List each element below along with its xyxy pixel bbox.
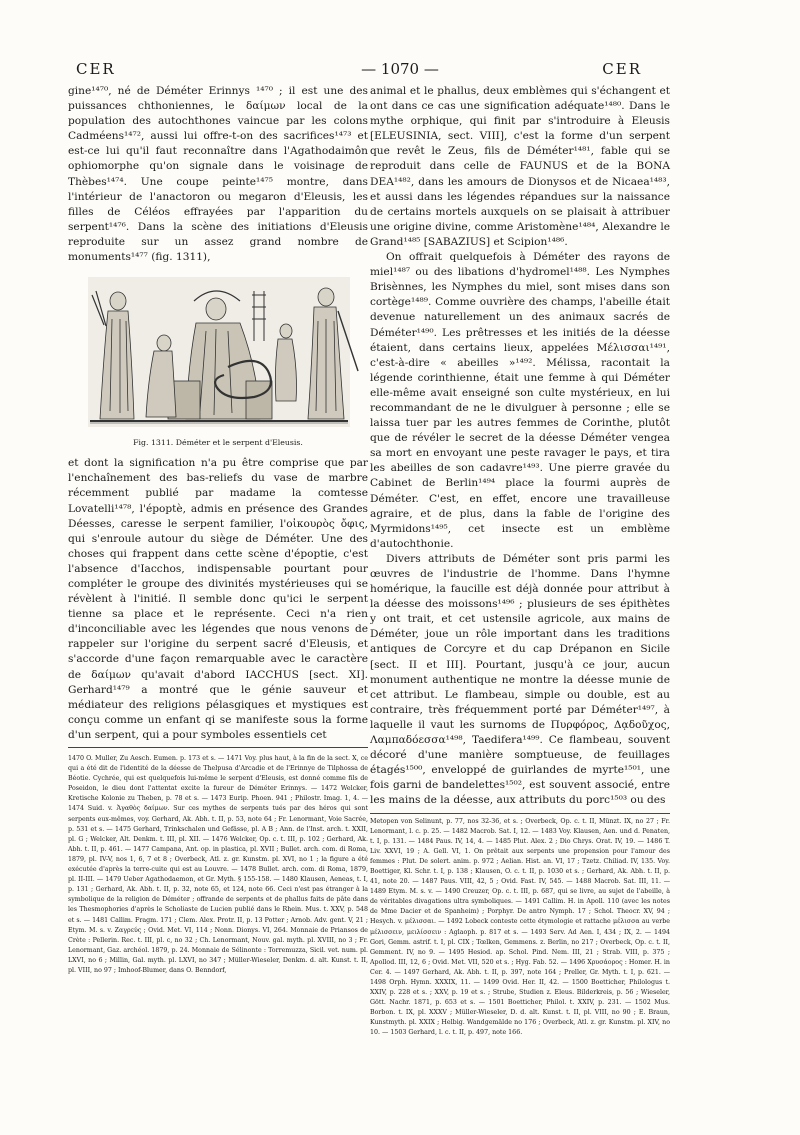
left-paragraph-2: et dont la signification n'a pu être comprise que par l'enchaînement des bas-reliefs du vase de marbre récemment publié par madame la comtesse Lovatelli¹⁴⁷⁸, l'époptè, admis en présence des Grandes Déesses, caresse le serpent familier, l'οἰκουρὸς ὄφις, qui s'enroule autour du siège de Déméter. Une des choses qui frappent dans cette scène d'époptie, c'est l'absence d'Iacchos, indispensable pourtant pour compléter le groupe des divinités mystérieuses qui se révèlent à l'initié. Il semble donc qu'ici le serpent tienne sa place et le représente. Ceci n'a rien d'inconciliable avec les légendes que nous venons de rappeler sur l'origine du serpent sacré d'Eleusis, et s'accorde d'une façon remarquable avec le caractère de δαίμων qu'avait d'abord IACCHUS [sect. XI]. Gerhard¹⁴⁷⁹ a montré que le génie sauveur et médiateur des religions pélasgiques et mystiques est conçu comme un enfant qi se manifeste sous la forme d'un serpent, qui a pour symboles essentiels cet	[68, 457, 368, 741]
footnote-divider	[370, 813, 670, 814]
left-paragraph-1: gine¹⁴⁷⁰, né de Déméter Erinnys ¹⁴⁷⁰ ; il est une des puissances chthoniennes, le δαίμων local de la population des autochthones vaincue par les colons Cadméens¹⁴⁷², aussi lui offre-t-on des sacrifices¹⁴⁷³ et est-ce lui qu'il faut reconnaître dans l'Agathodaimôn ophiomorphe qu'on signale dans le voisinage de Thèbes¹⁴⁷⁴. Une coupe peinte¹⁴⁷⁵ montre, dans l'intérieur de l'anactoron ou megaron d'Eleusis, les filles de Céléos effrayées par l'apparition du serpent¹⁴⁷⁶. Dans la scène des initiations d'Eleusis reproduite sur un assez grand nombre de monuments¹⁴⁷⁷ (fig. 1311),	[68, 85, 368, 264]
demeter-serpent-relief-illustration	[68, 271, 368, 431]
left-footnotes-text: 1470 O. Muller, Zu Aesch. Eumen. p. 173 et s. — 1471 Voy. plus haut, à la fin de la sect. X, ce qui a été dit de l'identité de la déesse de Thelpusa d'Arcadie et de l'Erinnye de Tilphossa de Béotie. Cychrée, qui est quelquefois lui-même le serpent d'Eleusis, est donné comme fils de Poseidon, le dieu dont l'attentat excite la fureur de Déméter Erinnys. — 1472 Welcker, Kretische Kolonie zu Theben, p. 78 et s. — 1473 Eurip. Phoen. 941 ; Philostr. Imag. 1, 4. — 1474 Suid. v. Ἀγαθὸς δαίμων. Sur ces mythes de serpents tués par des héros qui sont serpents eux-mêmes, voy. Gerhard, Ak. Abh. t. II, p. 53, note 64 ; Fr. Lenormant, Voie Sacrée, p. 531 et s. — 1475 Gerhard, Trinkschalen und Gefässe, pl. A B ; Ann. de l'Inst. arch. t. XXII, pl. G ; Welcker, Alt. Denkm. t. III, pl. XII. — 1476 Welcker, Op. c. t. III, p. 102 ; Gerhard, Ak. Abh. t. II, p. 461. — 1477 Campana, Ant. op. in plastica, pl. XVII ; Bullet. arch. com. di Roma, 1879, pl. IV-V, nos 1, 6, 7 et 8 ; Overbeck, Atl. z. gr. Kunstm. pl. XVI, no 1 ; la figure a été exécutée d'après la terre-cuite qui est au Louvre. — 1478 Bullet. arch. com. di Roma, 1879, pl. II-III. — 1479 Ueber Agathodaemon, et Gr. Myth. § 155-158. — 1480 Klausen, Aeneas, t. I, p. 131 ; Gerhard, Ak. Abh. t. II, p. 32, note 65, et 124, note 66. Ceci n'est pas étranger à la symbolique de la religion de Déméter ; offrande de serpents et de phallus faits de pâte dans les Thesmophories d'après le Scholiaste de Lucien publié dans le Rhein. Mus. t. XXV, p. 548 et s. — 1481 Callim. Fragm. 171 ; Clem. Alex. Protr. II, p. 13 Potter ; Arnob. Adv. gent. V, 21 ; Etym. M. s. v. Ζαγρεύς ; Ovid. Met. VI, 114 ; Nonn. Dionys. VI, 264. Monnaie de Priansos de Crète : Pellerin. Rec. t. III, pl. c, no 32 ; Ch. Lenormant, Nouv. gal. myth. pl. XVIII, no 3 ; Fr. Lenormant, Gaz. archéol. 1879, p. 24. Monnaie de Sélinonte : Torremuzza, Sicil. vet. num. pl. LXVI, no 6 ; Millin, Gal. myth. pl. LXVI, no 347 ; Müller-Wieseler, Denkm. d. alt. Kunst. t. II, pl. VIII, no 97 ; Imhoof-Blumer, dans O. Benndorf,	[68, 755, 368, 974]
running-head-right: CER	[602, 60, 642, 78]
right-paragraph-1: animal et le phallus, deux emblèmes qui s'échangent et ont dans ce cas une signification adéquate¹⁴⁸⁰. Dans le mythe orphique, qui finit par s'introduire à Eleusis [ELEUSINIA, sect. VIII], c'est la forme d'un serpent que revêt le Zeus, fils de Déméter¹⁴⁸¹, fable qui se reproduit dans celle de FAUNUS et de la BONA DEA¹⁴⁸², dans les amours de Dionysos et de Nicaea¹⁴⁸³, et aussi dans les légendes répandues sur la naissance de certains mortels auxquels on se plaisait à attribuer une origine divine, comme Aristomène¹⁴⁸⁴, Alexandre le Grand¹⁴⁸⁵ [SABAZIUS] et Scipion¹⁴⁸⁶.	[370, 85, 670, 248]
right-paragraph-3: Divers attributs de Déméter sont pris parmi les œuvres de l'industrie de l'homme. Dans l'hymne homérique, la faucille est déjà donnée pour attribut à la déesse des moissons¹⁴⁹⁶ ; plusieurs de ses épithètes y ont trait, et cet ustensile agricole, aux mains de Déméter, joue un rôle important dans les traditions antiques de Corcyre et du cap Drépanon en Sicile [sect. II et III]. Pourtant, jusqu'à ce jour, aucun monument authentique ne montre la déesse munie de cet attribut. Le flambeau, simple ou double, est au contraire, très fréquemment porté par Déméter¹⁴⁹⁷, à laquelle il vaut les surnoms de Πυρφόρος, Δᾳδοῦχος, Λαμπαδόεσσα¹⁴⁹⁸, Taedifera¹⁴⁹⁹. Ce flambeau, souvent décoré d'une manière somptueuse, de feuillages étagés¹⁵⁰⁰, enveloppé de guirlandes de myrte¹⁵⁰¹, une fois garni de bandelettes¹⁵⁰², est souvent associé, entre les mains de la déesse, aux attributs du porc¹⁵⁰³ ou des	[370, 552, 670, 807]
right-column	[370, 84, 670, 1039]
right-footnotes	[370, 817, 670, 1039]
right-paragraph-2: On offrait quelquefois à Déméter des rayons de miel¹⁴⁸⁷ ou des libations d'hydromel¹⁴⁸⁸. Les Nymphes Brisènnes, les Nymphes du miel, sont mises dans son cortège¹⁴⁸⁹. Comme ouvrière des champs, l'abeille était devenue naturellement un des animaux sacrés de Déméter¹⁴⁹⁰. Les prêtresses et les initiés de la déesse étaient, dans certains lieux, appelées Μέλισσαι¹⁴⁹¹, c'est-à-dire « abeilles »¹⁴⁹². Mélissa, racontait la légende corinthienne, était une femme à qui Déméter elle-même avait enseigné son culte mystérieux, en lui recommandant de ne le divulguer à personne ; elle se laissa tuer par les autres femmes de Corinthe, plutôt que de révéler le secret de la déesse Déméter vengea sa mort en envoyant une peste ravager le pays, et tira les abeilles de son cadavre¹⁴⁹³. Une pierre gravée du Cabinet de Berlin¹⁴⁹⁴ place la fourmi auprès de Déméter. C'est, en effet, encore une travailleuse agraire, et de plus, dans la fable de l'origine des Myrmidons¹⁴⁹⁵, cet insecte est un emblème d'autochthonie.	[370, 251, 670, 550]
left-footnotes	[68, 754, 368, 976]
page-number: — 1070 —	[361, 60, 439, 78]
page-header	[70, 60, 730, 82]
figure-caption: Fig. 1311. Déméter et le serpent d'Eleusis.	[133, 438, 303, 448]
running-head-left: CER	[76, 60, 116, 78]
left-column	[68, 84, 368, 976]
footnote-divider	[68, 747, 368, 748]
right-footnotes-text: Metopen von Selinunt, p. 77, nos 32-36, et s. ; Overbeck, Op. c. t. II, Münzt. IX, no 27 ; Fr. Lenormant, l. c. p. 25. — 1482 Macrob. Sat. I, 12. — 1483 Voy. Klausen, Aen. und d. Penaten, t. I, p. 131. — 1484 Paus. IV, 14, 4. — 1485 Plut. Alex. 2 ; Dio Chrys. Orat. IV, 19. — 1486 T. Liv. XXVI, 19 ; A. Gell. VI, 1. On prêtait aux serpents une propension pour l'amour des femmes : Plut. De solert. anim. p. 972 ; Aelian. Hist. an. VI, 17 ; Tzetz. Chiliad. IV, 135. Voy. Boettiger, Kl. Schr. t. I, p. 138 ; Klausen, O. c. t. II, p. 1030 et s. ; Gerhard, Ak. Abh. t. II, p. 41, note 20. — 1487 Paus. VIII, 42, 5 ; Ovid. Fast. IV, 545. — 1488 Macrob. Sat. III, 11. — 1489 Etym. M. s. v. — 1490 Creuzer, Op. c. t. III, p. 687, qui se livre, au sujet de l'abeille, à de véritables divagations ultra symboliques. — 1491 Callim. H. in Apoll. 110 (avec les notes de Mme Dacier et de Spanheim) ; Porphyr. De antro Nymph. 17 ; Schol. Theocr. XV, 94 ; Hesych. v. μέλισσαι. — 1492 Lobeck conteste cette étymologie et rattache μέλισσα au verbe μέλισσειν, μειλίσσειν : Aglaoph. p. 817 et s. — 1493 Serv. Ad Aen. I, 434 ; IX, 2. — 1494 Gori, Gemm. astrif. t. I, pl. CIX ; Tœlken, Gemmens. z. Berlin, no 217 ; Overbeck, Op. c. t. II, Gemment. IV, no 9. — 1495 Hesiod. ap. Schol. Pind. Nem. III, 21 ; Strab. VIII, p. 375 ; Apollod. III, 12, 6 ; Ovid. Met. VII, 520 et s. ; Hyg. Fab. 52. — 1496 Χρυσάορος : Homer. H. in Cer. 4. — 1497 Gerhard, Ak. Abh. t. II, p. 397, note 164 ; Preller, Gr. Myth. t. I, p. 621. — 1498 Orph. Hymn. XXXIX, 11. — 1499 Ovid. Her. II, 42. — 1500 Boetticher, Philologus t. XXIV, p. 228 et s. ; XXV, p. 19 et s. ; Strube, Studien z. Eleus. Bilderkreis, p. 56 ; Wieseler, Gött. Nachr. 1871, p. 653 et s. — 1501 Boetticher, Philol. t. XXIV, p. 231. — 1502 Mus. Borbon. t. IX, pl. XXXV ; Müller-Wieseler, D. d. alt. Kunst. t. II, pl. VIII, no 90 ; E. Braun, Kunstmyth. pl. XXIX ; Helbig. Wandgemälde no 176 ; Overbeck, Atl. z. gr. Kunstm. pl. XIV, no 10. — 1503 Gerhard, l. c. t. II, p. 497, note 166.	[370, 817, 670, 1037]
figure-1311	[68, 271, 368, 431]
